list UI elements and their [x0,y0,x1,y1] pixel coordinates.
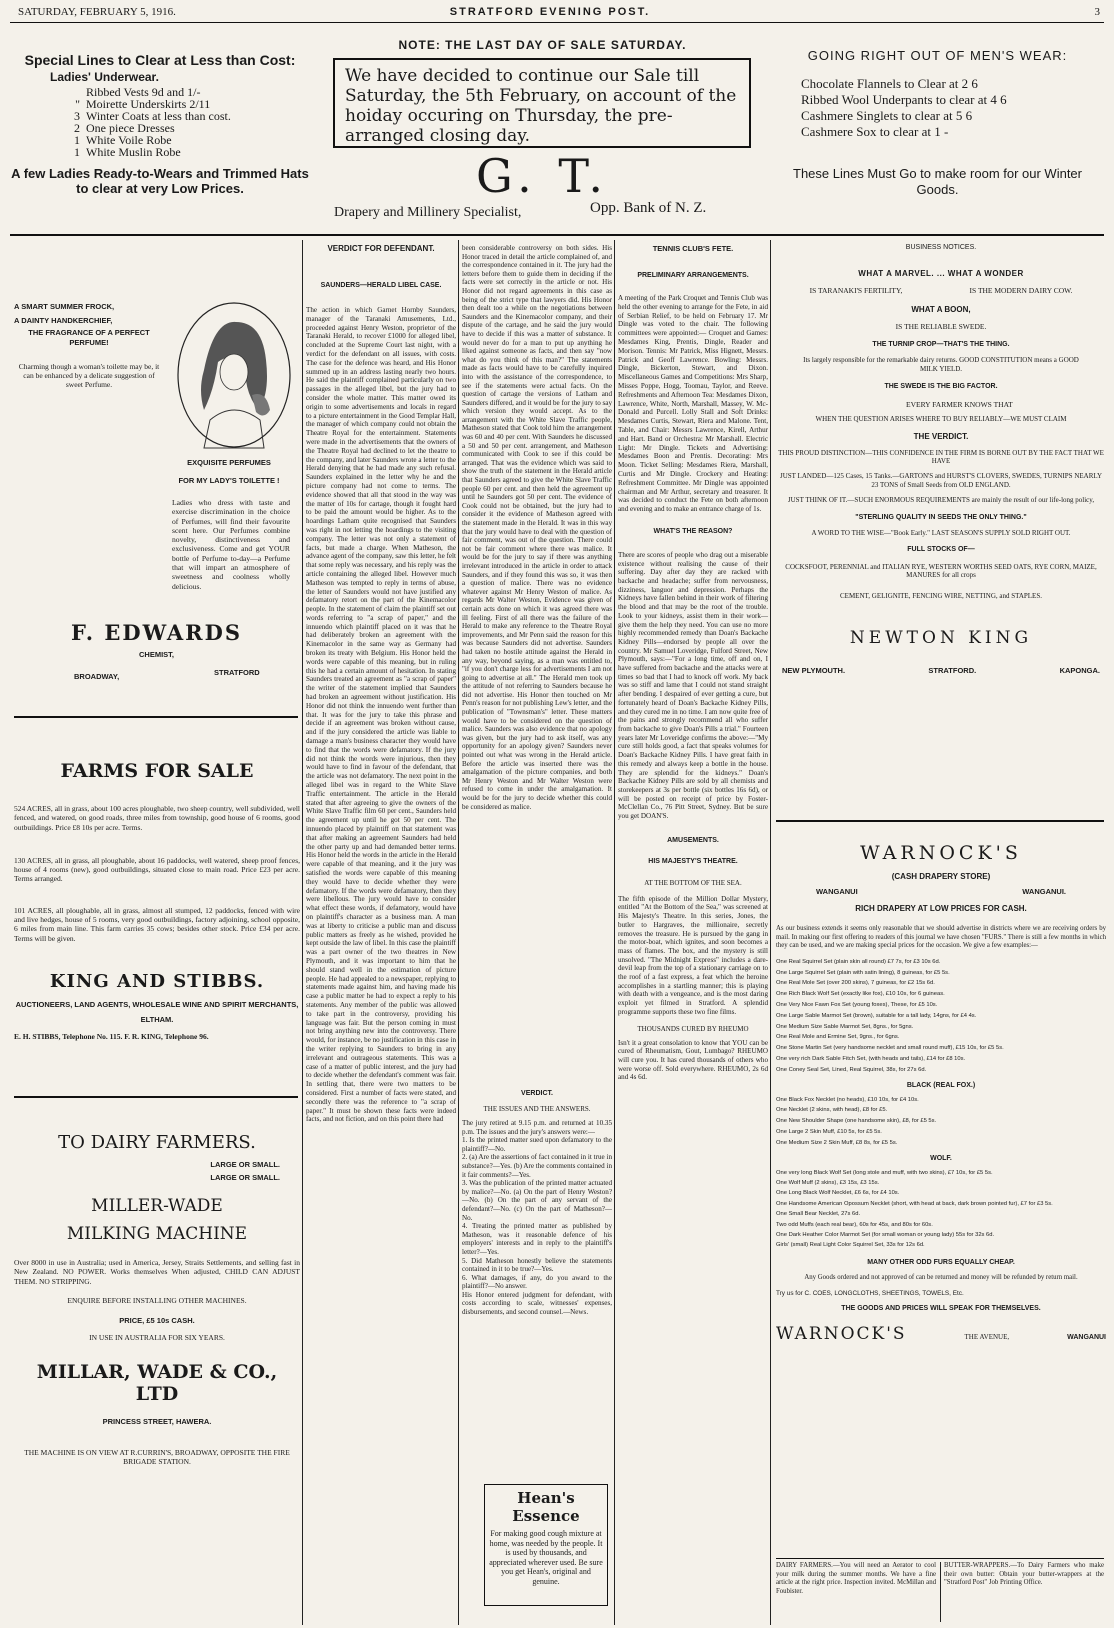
farms-title: FARMS FOR SALE [60,760,254,782]
column-rule [614,240,615,1625]
qty: 3 [74,109,80,123]
edwards-role: CHEMIST, [138,650,174,659]
ad-special-sub: Ladies' Underwear. [50,70,159,84]
nk-think: JUST THINK OF IT.—SUCH ENORMOUS REQUIREMENTS are mainly the result of our life-long policy, [787,495,1095,504]
tennis-title: TENNIS CLUB'S FETE. [652,244,734,253]
fur-item: Two odd Muffs (each real bear), 60s for 45s, and 80s for 60s. [776,1221,933,1228]
edwards-name: F. EDWARDS [71,620,242,645]
fur-item: One Real Squirrel Set (plain skin all round) £7 7s, for £3 10s 6d. [776,958,941,965]
nk-town: STRATFORD. [928,665,977,675]
fur-item: One Real Mole and Ermine Set, 9gns., for 6gns. [776,1034,900,1041]
farm-listing: 101 ACRES, all ploughable, all in grass, almost all stumped, 12 paddocks, fenced with wire and live hedges, house of 5 rooms, very good outbuildings, factory adjoining, school opposite, 6 miles from main line. This farm carries 35 cows; besides other stock. Price £34 per acre. Terms will be given. [14,905,300,943]
warnock-wolf: WOLF. [930,1154,952,1162]
article-verdict-continued [462,244,612,1624]
fur-item: One New Shoulder Shape (one handsome skin), £8, for £5 5s. [776,1118,937,1125]
farms-firm: KING AND STIBBS. [49,970,265,992]
issue-date: SATURDAY, FEBRUARY 5, 1916. [18,6,176,18]
ad-heans-essence [484,1484,608,1606]
fur-item: One Very Nice Fawn Fox Set (young foxes), These, for £5 10s. [776,1001,938,1008]
column-rule [458,240,459,1625]
ad-rule [776,820,1104,822]
ad-walters-note: NOTE: THE LAST DAY OF SALE SATURDAY. [398,38,687,52]
dairy-machine2: MILKING MACHINE [66,1224,248,1244]
warnock-fox-list [776,1095,1106,1149]
dairy-street: PRINCESS STREET, HAWERA. [102,1416,212,1426]
tennis-body: A meeting of the Park Croquet and Tennis Club was held the other evening to arrange for the Fete, in aid of Serbian Relief, to be held on February 17. Mr Dingle was voted to the chair. The following committees were appointed:— Croquet and Games: Mesdames King, Prentis, Dingle, Reader and Morison. Tennis: Mr Patrick, Miss Hignett, Messrs. Patrick and Geoff Lawrence. Bowling: Messrs. Dingle, Bickerton, Stewart, and Dixon. Miscellaneous Games and Competitions: Mrs Sharp, Misses Poppe, Hogg, Toomau, Taylor, and Reeve. Refreshments and Afternoon Tea: Mesdames Dixon, Lawrence, White, North, Marshall, Massey, W. Mc-Donald and Purcell. Lolly Stall and Soft Drinks: Mesdames Curtis, Stewart, Riera and Malone. Tent, Table, and Chair: Messrs Lawrence, Kirell, Arthur and Hart. Band or Orchestra: Mr Marshall. Electric Light: Mr Dingle. Tickets and Advertising: Mesdames Boon and Prentis. Decorating: Mrs Moon. Ticket Selling: Mesdames Riera, Marshall, Curtis and Mr Dingle. Crockery and Heating: Refreshment Committee. Mr Dingle was appointed chairman and Mr Arthur, secretary and treasurer. It was decided to conduct the Fete on both afternoon and evening and to make an entrance charge of 1s. [618,294,768,514]
nk-boon: WHAT A BOON, [911,305,971,314]
article-verdict [306,244,456,1624]
qty: 1 [74,133,80,147]
fur-item: One Large Squirrel Set (plain with satin lining), 8 guineas, for £5 5s. [776,969,950,976]
nk-verdict: THE VERDICT. [913,431,969,441]
fur-item: One Coney Seal Set, Lined, Real Squirrel, 38s, for 27s 6d. [776,1066,927,1073]
nk-every: EVERY FARMER KNOWS THAT [906,400,1013,409]
rheumo-title: THOUSANDS CURED BY RHEUMO [637,1024,749,1033]
edwards-l2: A DAINTY HANDKERCHIEF, [14,316,113,325]
dairy-price: PRICE, £5 10s CASH. [119,1315,195,1325]
nk-landed: JUST LANDED—125 Cases, 15 Tanks.—GARTON'S and HURST'S CLOVERS, SWEDES, TURNIPS NEARLY 23 TONS of Small Seeds from OLD ENGLAND. [779,471,1103,489]
ad-walters-specialist: Drapery and Millinery Specialist, [334,205,522,220]
ad-rule [14,1096,298,1098]
heans-title: Hean's Essence [512,1489,580,1525]
top-ads-rule [10,234,1104,236]
warnock-rich: RICH DRAPERY AT LOW PRICES FOR CASH. [855,904,1027,913]
nk-town: NEW PLYMOUTH. [782,665,846,675]
warnock-sig-name: WARNOCK'S [776,1324,907,1345]
edwards-h1: EXQUISITE PERFUMES [187,458,271,467]
column-four [618,244,768,1624]
nk-fertility-left: IS TARANAKI'S FERTILITY, [809,286,903,295]
list-item: White Voile Robe [86,133,172,147]
verdict-issue: 6. What damages, if any, do you award to the plaintiff?—No answer. [462,1273,612,1291]
warnock-fur-list [776,957,1106,1076]
warnock-towns [776,887,1106,896]
ad-special-list [10,86,310,158]
verdict-issue: 3. Was the publication of the printed matter actuated by malice?—No. (a) On the part of Henry Weston?—No. (b) On the part of any servant of the defendant?—No. (c) On the part of Matheson?—No. [462,1179,612,1222]
warnock-signature [776,1324,1106,1344]
verdict-verdict-heading: VERDICT. [521,1090,553,1097]
column-rule [770,240,771,1625]
fur-item: One Medium Size Sable Marmot Set, 8gns., for 5gns. [776,1023,914,1030]
amusements-theatre: HIS MAJESTY'S THEATRE. [648,857,738,865]
fur-item: One Black Fox Necklet (no heads), £10 10s, for £4 10s. [776,1096,919,1103]
ad-walters-box: We have decided to continue our Sale till Saturday, the 5th February, on account of the hoiday occuring on Thursday, the pre-arranged closing day. [333,58,751,148]
warnock-intro: As our business extends it seems only reasonable that we should advertise in districts where we are receiving orders by mail. In making our first offering to readers of this journal we have chosen "FURS." There is still a few months in which they can be used, and we are making special prices for the occasion. We give a few examples:— [776,925,1106,950]
ad-newton-king [776,244,1106,804]
ad-edwards [14,300,299,700]
farms-phones: E. H. STIBBS, Telephone No. 115. F. R. KING, Telephone 96. [14,1031,209,1041]
nk-cement: CEMENT, GELIGNITE, FENCING WIRE, NETTING, and STAPLES. [840,591,1042,600]
verdict-issues-intro: The jury retired at 9.15 p.m. and returned at 10.35 p.m. The issues and the jury's answers were:— [462,1119,612,1136]
reason-body: There are scores of people who drag out a miserable existence without realising the cause of their suffering. Day after day they are racked with backache and headache; suffer from nervousness, dizziness, languor and depression. Perhaps the Kidneys have fallen behind in their work of filtering the blood and that may be the root of the trouble. Look to your kidneys, assist them in their work—give them the help they need. You can use no more highly recommended remedy than Doan's Backache Kidney Pills—endorsed by people all over the country. Mr Samuel Loveridge, Fulford Street, New Plymouth, says:—"For a long time, off and on, I have suffered from backache and the attacks were at times so bad that I had to knock off work. My back was so stiff and lame that I could not stand straight after bending. I despaired of ever getting a cure, but fortunately heard of Doan's Backache Kidney Pills, and they cured me in no time. I am now quite free of the pains and strongly recommend all who suffer from backache to give Doan's Pills a trial." Fourteen years later Mr Loveridge confirms the above:—"My cure still holds good, a fact that speaks volumes for Doan's Backache Kidney Pills. I have great faith in this remedy and always keep a bottle in the house. They are splendid for the kidneys." Doan's Backache Kidney Pills are sold by all chemists and storekeepers at 3s per bottle (six bottles 16s 6d), or will be posted on receipt of price by Foster-McClellan Co., 76 Pitt Street, Sydney. But be sure you get DOAN'S. [618,550,768,821]
fur-item: One Medium Size 2 Skin Muff, £8 8s, for £5 5s. [776,1139,898,1146]
edwards-intro: Charming though a woman's toilette may be, it can be enhanced by a delicate suggestion of sweet Perfume. [18,362,160,389]
dairy-use: IN USE IN AUSTRALIA FOR SIX YEARS. [89,1332,225,1342]
list-item: Moirette Underskirts 2/11 [86,97,211,111]
warnock-black-fox: BLACK (REAL FOX.) [906,1081,976,1089]
dairy-view: THE MACHINE IS ON VIEW AT R.CURRIN'S, BROADWAY, OPPOSITE THE FIRE BRIGADE STATION. [24,1447,290,1466]
ad-rule [776,1558,1104,1559]
fur-item: One Necklet (2 skins, with head), £8 for £5. [776,1107,888,1114]
edwards-body: Ladies who dress with taste and exercise discrimination in the choice of Perfumes, will find their favourite scent here. Our Perfumes combine novelty, distinctiveness and exclusiveness. Come and get YOUR bottle of Perfume to-day—a Perfume that will impart an atmosphere of sweetness and coolness wholly delicious. [172,498,290,591]
edwards-addr-left: BROADWAY, [74,672,120,681]
warnock-sig-town: WANGANUI [1067,1334,1106,1342]
dairy-firm: MILLAR, WADE & CO., LTD [36,1360,278,1405]
ad-walters-name: G. T. [476,150,609,202]
warnock-goods: THE GOODS AND PRICES WILL SPEAK FOR THEMSELVES. [841,1305,1041,1313]
fur-item: One Small Bear Necklet, 27s 6d. [776,1211,861,1218]
farms-sub: AUCTIONEERS, LAND AGENTS, WHOLESALE WINE AND SPIRIT MERCHANTS, [15,999,299,1009]
nk-fertility-right: IS THE MODERN DAIRY COW. [969,286,1073,295]
farm-listing: 130 ACRES, all in grass, all ploughable, about 16 paddocks, well watered, sheep proof fences, house of 4 rooms (new), good outbuildings, situated close to main road. Price £23 per acre. Terms arranged. [14,855,300,884]
fur-item: One Large 2 Skin Muff, £10 5s, for £5 5s. [776,1128,882,1135]
nk-town: KAPONGA. [1059,665,1100,675]
warnock-wolf-list [776,1168,1106,1251]
amusements-show: AT THE BOTTOM OF THE SEA. [644,878,742,887]
ad-warnocks [776,830,1106,1550]
warnock-any: Any Goods ordered and not approved of can be returned and money will be refunded by return mail. [804,1273,1078,1281]
verdict-body-col1: The action in which Garnet Hornby Saunders, manager of the Taranaki Amusements, Ltd., proceeded against Henry Weston, proprietor of the Taranaki Herald, to recover £1000 for alleged libel, concluded at the Supreme Court last night, with a verdict for the defendant on all issues, with costs. The case for the defence was heard, and His Honor summed up in an address lasting nearly two hours. He said the plaintiff complained particularly on two passages in the alleged libel, but the jury had to consider the whole matter. This matter owed its origin to some advertisements and locals in regard to a picture entertainment in the Good Templar Hall, the manager of which company could not obtain the Theatre Royal for the entertainment. Statements were made in the advertisements that the owners of the Theatre Royal had declined to let the theatre to the company, and later Saunders wrote a letter to the Herald denying that he had made any such refusal. Saunders explained in the letter why he and the picture company had not come to terms. The evidence showed that all that stood in the way was the matter of 10s for cartage, though it fought hard to be paid the amount would be higher. As to the hoardings Latham quite recognised that Saunders was right in not letting the hoardings to the visiting company. The letter was not only a statement of facts, but made a charge. When Matheson, the advance agent of the company, saw this letter, he felt that some reply was necessary, and his reply was the article containing the alleged libel. However much Matheson was tempted to reply in terms of abuse, the letter of Saunders would not have justified any defamatory retort on the part of the Kinemacolor people. In the statement of claim the plaintiff set out words referring to "a scrap of paper," and the innuendo which plaintiff placed on it was that he had deliberately broken an agreement with the Kinemacolor in the same way as Germany had broken its treaty with Belgium. His Honor held the words were capable of this meaning, but in ruling this he had a certain amount of hesitation. In stating Saunders treated an agreement as "a scrap of paper" the writer of the statement implied that Saunders had broken an agreement without justification. His Honor did not think the innuendo went further than that. It was for the jury to take this phrase and decide if an agreement was broken without cause, and if the jury considered the article was liable to damage a man's business character they would have to find that the words were defamatory. If the jury did not think the words were injurious, then they would have to find in favour of the defendant, that the article was not defamatory. The next point in the alleged libel was in regard to the White Slave Traffic entertainment. The article in the Herald stated that after agreeing to give the owners of the White Slave Traffic film 60 per cent., Saunders held the agreement up until he got 50 per cent. The innuendo placed by plaintiff on that statement was that after making an agreement Saunders had held the other party up and had demanded better terms. His Honor held the words in the article in the Herald were capable of that meaning, and it the jury was satisfied the words were capable of this meaning they would have to decide whether they were defamatory. If the words were defamatory, then they were libellous. The jury would have to consider what effect these words, if defamatory, would have on plaintiff's character as a business man. A man was at liberty to criticise a public man and discuss public matters as freely as he wished, provided he kept outside the law of libel. In this case the plaintiff was a part owner of the two theatres in New Plymouth, and it was important to him that he should stand well in the estimation of picture people. He had appealed to a newspaper, replying to statements made against him, and having made his case a public matter he had to expect a reply to his statements. Any member of the public was allowed to take part in the controversy, providing his language was fair. But the person coming in must not bring anything new into the controversy. There would, for instance, be no justification in this case in the writer replying to Saunders to bring in any irrelevant and outrageous statements. This was a case of a matter of public interest, and the jury had to decide whether the defendant's comment was fair. In settling that, there were two matters to be considered. First a number of facts were stated, and secondly there was the reference to "a scrap of paper." It must be shown these facts were indeed facts, and not fiction, and on this point there had [306,306,456,1124]
ad-rule [14,716,298,718]
fur-item: One Large Sable Marmot Set (brown), suitable for a tall lady, 14gns, for £4 4s. [776,1012,977,1019]
ad-walters-address: Opp. Bank of N. Z. [590,200,707,216]
ad-dairy [14,1102,300,1622]
nk-turnip2: Its largely responsible for the remarkable dairy returns. GOOD CONSTITUTION means a GOOD MILK YIELD. [803,356,1079,373]
list-item: One piece Dresses [86,121,175,135]
fur-item: One Stone Martin Set (very handsome necklet and small round muff), £15 10s, for £5 5s. [776,1045,1004,1052]
ad-special-heading: Special Lines to Clear at Less than Cost: [24,52,296,68]
reason-title: WHAT'S THE REASON? [653,527,733,535]
ad-special-lines [10,52,310,222]
verdict-body-col2: been considerable controversy on both sides. His Honor traced in detail the article complained of, and the correspondence contained in it. The jury had the letters before them to guide them in deciding if the facts were set correctly in the article or not. His Honor did not regard agreements in this case as being of the strict type that lawyers did. His Honor then dealt too a while on the negotiations between Saunders and the Kinemacolor company, and their dispute of the cartage, and he said the jury would have to decide if this was a matter of substance. It would never do for a man to put up anything he liked against someone as facts, and then say "now what do you think of this man?" The statements made as facts would have to be carefully inquired into with the assistance of the correspondence, to see if the statements were actual facts. On the question of cartage the versions of Latham and Saunders differed, and it would be for the jury to say which version they would accept. As to the arrangement with the White Slave Traffic people, Matheson stated that Cook told him the arrangement was 60 and 40 per cent. With Saunders he discussed a 50 and 50 per cent. arrangement, and Matheson communicated with Cook to see if this could be arranged. That was the evidence which was said to show the truth of the statement in the Herald article that Saunders agreed to give the White Slave Traffic people 60 per cent. and then held the agreement up until he Saunders got 50 per cent. The evidence of Cook could not be obtained, but the jury had to consider it the evidence of Matheson agreed with the statement made in the Herald. It was in this way that the jury would have to deal with the question of fair comment, was out of the question. There could not be fair comment where there was malice. It would be for the jury to say if there was anything irrelevant introduced in the article in order to attack Saunders, and if they found this was so, it was then a question of malice. There was no evidence whatever against Mr Henry Weston of malice. As regards Mr Walter Weston, Evidence was given of certain acts done on which it was agreed there was ill feeling. First of all there was the failure of the Herald to make any reference to the Theatre Royal improvements, and Mr Penn said the reason for this was because Saunders did not advertise. Saunders had taken no hostile attitude against the Herald in any way, beyond saying, as a man was entitled to, "if you don't charge less for advertisements I am not going to advertise at all." The Herald men took up the attitude of not referring to Saunders because he did not advertise. His Honor then touched on Mr Penn's reason for not publishing Lew's letter, and the publication of "Townsman's" letter. These matters would have to be considered on the question of malice. Saunders was also evidence that no apology was given, but the jury had to ask itself, was any opportunity for an apology given? Saunders never pointed out what was wrong in the Herald article. Before the article was inserted there was the amalgamation of the picture companies, and both Mr Henry Weston and Mr Walter Weston were refused to come in under the amalgamation. It would be for the jury to decide whether this could be considered as malice. [462,244,612,811]
nk-stocks: COCKSFOOT, PERENNIAL and ITALIAN RYE, WESTERN WORTHS SEED OATS, RYE CORN, MAIZE, MANURES for all crops [785,562,1097,579]
dairy-enquire: ENQUIRE BEFORE INSTALLING OTHER MACHINES. [67,1295,247,1305]
list-item: Cashmere Singlets to clear at 5 6 [801,108,973,123]
nk-this: THIS PROUD DISTINCTION—THIS CONFIDENCE IN THE FIRM IS BORNE OUT BY THE FACT THAT WE HAVE [778,448,1104,465]
fur-item: One Long Black Wolf Necklet, £6 6s, for £4 10s. [776,1190,900,1197]
fur-item: One Real Mole Set (over 200 skins), 7 guineas, for £2 15s 6d. [776,980,935,987]
ad-butter-wrappers: BUTTER-WRAPPERS.—To Dairy Farmers who make their own butter: Obtain your butter-wrappers at the "Stratford Post" Job Printing Office. [944,1562,1104,1586]
nk-sterling: "STERLING QUALITY IN SEEDS THE ONLY THING." [855,514,1027,521]
fur-item: Girls' (small) Real Light Color Squirrel Set, 33s for 12s 6d. [776,1242,925,1249]
list-item: Ribbed Vests 9d and 1/- [86,85,201,99]
amusements-body: The fifth episode of the Million Dollar Mystery, entitled "At the Bottom of the Sea," was screened at His Majesty's Theatre. In this series, Jones, the butler to Hargraves, the millionaire, secretly removes the treasure. He is pursued by the gang in the motor-boat, which ignites, and soon becomes a mass of flames. The box, and the mystery is still unsolved. "The Midnight Express" includes a dare-devil leap from the top of a stationary carriage on to the roof of a fast express, a feat which the heroine accomplishes in a startling manner; this is playing with death with a vengeance, and is the most daring exploit yet filmed in Stratford. A splendid programme supports these two fine films. [618,894,768,1016]
column-rule [940,1562,941,1622]
list-item: Cashmere Sox to clear at 1 - [801,124,949,139]
qty: 2 [74,121,80,135]
fur-item: One Handsome American Opossum Necklet (short, with head at back, dark brown pointed fur), £7 for £3 5s. [776,1200,1053,1207]
dairy-body: Over 8000 in use in Australia; used in America, Jersey, Straits Settlements, and selling fast in New Zealand. NO POWER. Works themselves When adjusted, CHILD CAN ADJUST THEM. NO STRIPPING. [14,1258,300,1286]
warnock-many: MANY OTHER ODD FURS EQUALLY CHEAP. [867,1258,1015,1266]
nk-when: WHEN THE QUESTION ARISES WHERE TO BUY RELIABLY—WE MUST CLAIM [815,415,1067,423]
ad-mens-wear [785,48,1090,228]
ad-mens-list [801,76,1090,140]
page-number: 3 [1094,6,1100,18]
farms-place: ELTHAM. [140,1014,174,1024]
rheumo-body: Isn't it a great consolation to know that YOU can be cured of Rheumatism, Gout, Lumbago? RHEUMO will cure you. It has cured thousands of others who were worse off. Sold everywhere. RHEUMO, 2s 6d and 4s 6d. [618,1038,768,1082]
edwards-h2: FOR MY LADY'S TOILETTE ! [178,476,280,485]
warnock-town: WANGANUI. [1022,887,1066,896]
list-item: Chocolate Flannels to Clear at 2 6 [801,76,978,91]
masthead-rule [10,22,1104,23]
ad-farms [14,720,300,1090]
ad-mens-heading: GOING RIGHT OUT OF MEN'S WEAR: [807,48,1068,63]
verdict-subtitle: SAUNDERS—HERALD LIBEL CASE. [320,282,442,289]
verdict-end: His Honor entered judgment for defendant, with costs according to scale, witnesses' expenses, disbursements, and second counsel.—News. [462,1290,612,1317]
edwards-l3: THE FRAGRANCE OF A PERFECT PERFUME! [28,328,150,347]
dairy-machine1: MILLER-WADE [91,1196,223,1216]
newspaper-title: STRATFORD EVENING POST. [449,6,651,18]
fur-item: One Rich Black Wolf Set (exactly like fox), £10 10s, for 6 guineas. [776,991,945,998]
fur-item: One Dark Heather Color Marmot Set (for small woman or young lady) 55s for 32s 6d. [776,1231,995,1238]
list-item: Ribbed Wool Underpants to clear at 4 6 [801,92,1007,107]
warnock-try: Try us for C. COES, LONGCLOTHS, SHEETINGS, TOWELS, Etc. [776,1290,964,1298]
nk-word: A WORD TO THE WISE—"Book Early." LAST SEASON'S SUPPLY SOLD RIGHT OUT. [811,529,1071,537]
list-item: White Muslin Robe [86,145,181,159]
edwards-l1: A SMART SUMMER FROCK, [14,302,115,311]
verdict-issue: 4. Treating the printed matter as published by Matheson, was it reasonable defence of his employers' interests and in reply to the plaintiff's letter?—Yes. [462,1222,612,1256]
nk-firm-name: NEWTON KING [849,627,1033,648]
nk-full: FULL STOCKS OF— [907,545,975,553]
fur-item: One very rich Dark Sable Fitch Set, (with heads and tails), £14 for £8 10s. [776,1055,966,1062]
warnock-town: WANGANUI [816,887,858,896]
dairy-s1: LARGE OR SMALL. [210,1160,280,1169]
business-header: BUSINESS NOTICES. [905,244,977,251]
ad-dairy-aerator: DAIRY FARMERS.—You will need an Aerator to cool your milk during the summer months. We have a fine article at the right price. Inspection invited. McMillan and Foubister. [776,1562,936,1595]
lady-portrait-illustration [174,300,294,450]
edwards-addr-right: STRATFORD [214,668,260,677]
warnock-title: WARNOCK'S [860,842,1022,864]
qty [10,86,80,98]
list-item: Winter Coats at less than cost. [86,109,231,123]
verdict-issues-heading: THE ISSUES AND THE ANSWERS. [483,1105,591,1113]
nk-swede: THE SWEDE IS THE BIG FACTOR. [884,383,998,390]
nk-towns [776,666,1106,675]
nk-marvel: WHAT A MARVEL. ... WHAT A WONDER [858,269,1024,278]
warnock-sig-street: THE AVENUE, [964,1333,1010,1342]
fur-item: One Wolf Muff (2 skins), £3 15s, £3 15s. [776,1179,880,1186]
column-rule [302,240,303,1625]
fur-item: One very long Black Wolf Set (long stole and muff, with two skins), £7 10s, for £5 5s. [776,1169,993,1176]
verdict-issue: 2. (a) Are the assertions of fact contained in it true in substance?—Yes. (b) Are the comments contained in it fair comments?—Yes. [462,1153,612,1179]
warnock-sub: (CASH DRAPERY STORE) [891,872,991,881]
nk-fertility-row [776,286,1106,295]
nk-turnip: THE TURNIP CROP—THAT'S THE THING. [872,341,1010,348]
verdict-issue: 1. Is the printed matter sued upon defamatory to the plaintiff?—No. [462,1136,612,1153]
dairy-s2: LARGE OR SMALL. [210,1173,280,1182]
verdict-title: VERDICT FOR DEFENDANT. [327,244,435,253]
verdict-issue: 5. Did Matheson honestly believe the statements contained in it to be true?—Yes. [462,1256,612,1274]
heans-body: For making good cough mixture at home, was needed by the people. It is used by thousands, and appreciated wherever used. Be sure you get Hean's, original and genuine. [489,1529,603,1586]
amusements-title: AMUSEMENTS. [667,836,719,844]
ad-mens-footer: These Lines Must Go to make room for our Winter Goods. [793,166,1082,197]
ad-special-footer: A few Ladies Ready-to-Wears and Trimmed Hats to clear at very Low Prices. [11,166,309,196]
nk-boon2: IS THE RELIABLE SWEDE. [895,322,987,331]
qty: 1 [74,145,80,159]
qty: " [75,97,80,111]
tennis-subtitle: PRELIMINARY ARRANGEMENTS. [637,272,749,279]
dairy-title: TO DAIRY FARMERS. [58,1132,256,1153]
farm-listing: 524 ACRES, all in grass, about 100 acres ploughable, two sheep country, well subdivided, well fenced, and watered, on good roads, three miles from township, good house of 6 rooms, good outbuildings. Price £8 10s per acre. Terms. [14,804,300,832]
